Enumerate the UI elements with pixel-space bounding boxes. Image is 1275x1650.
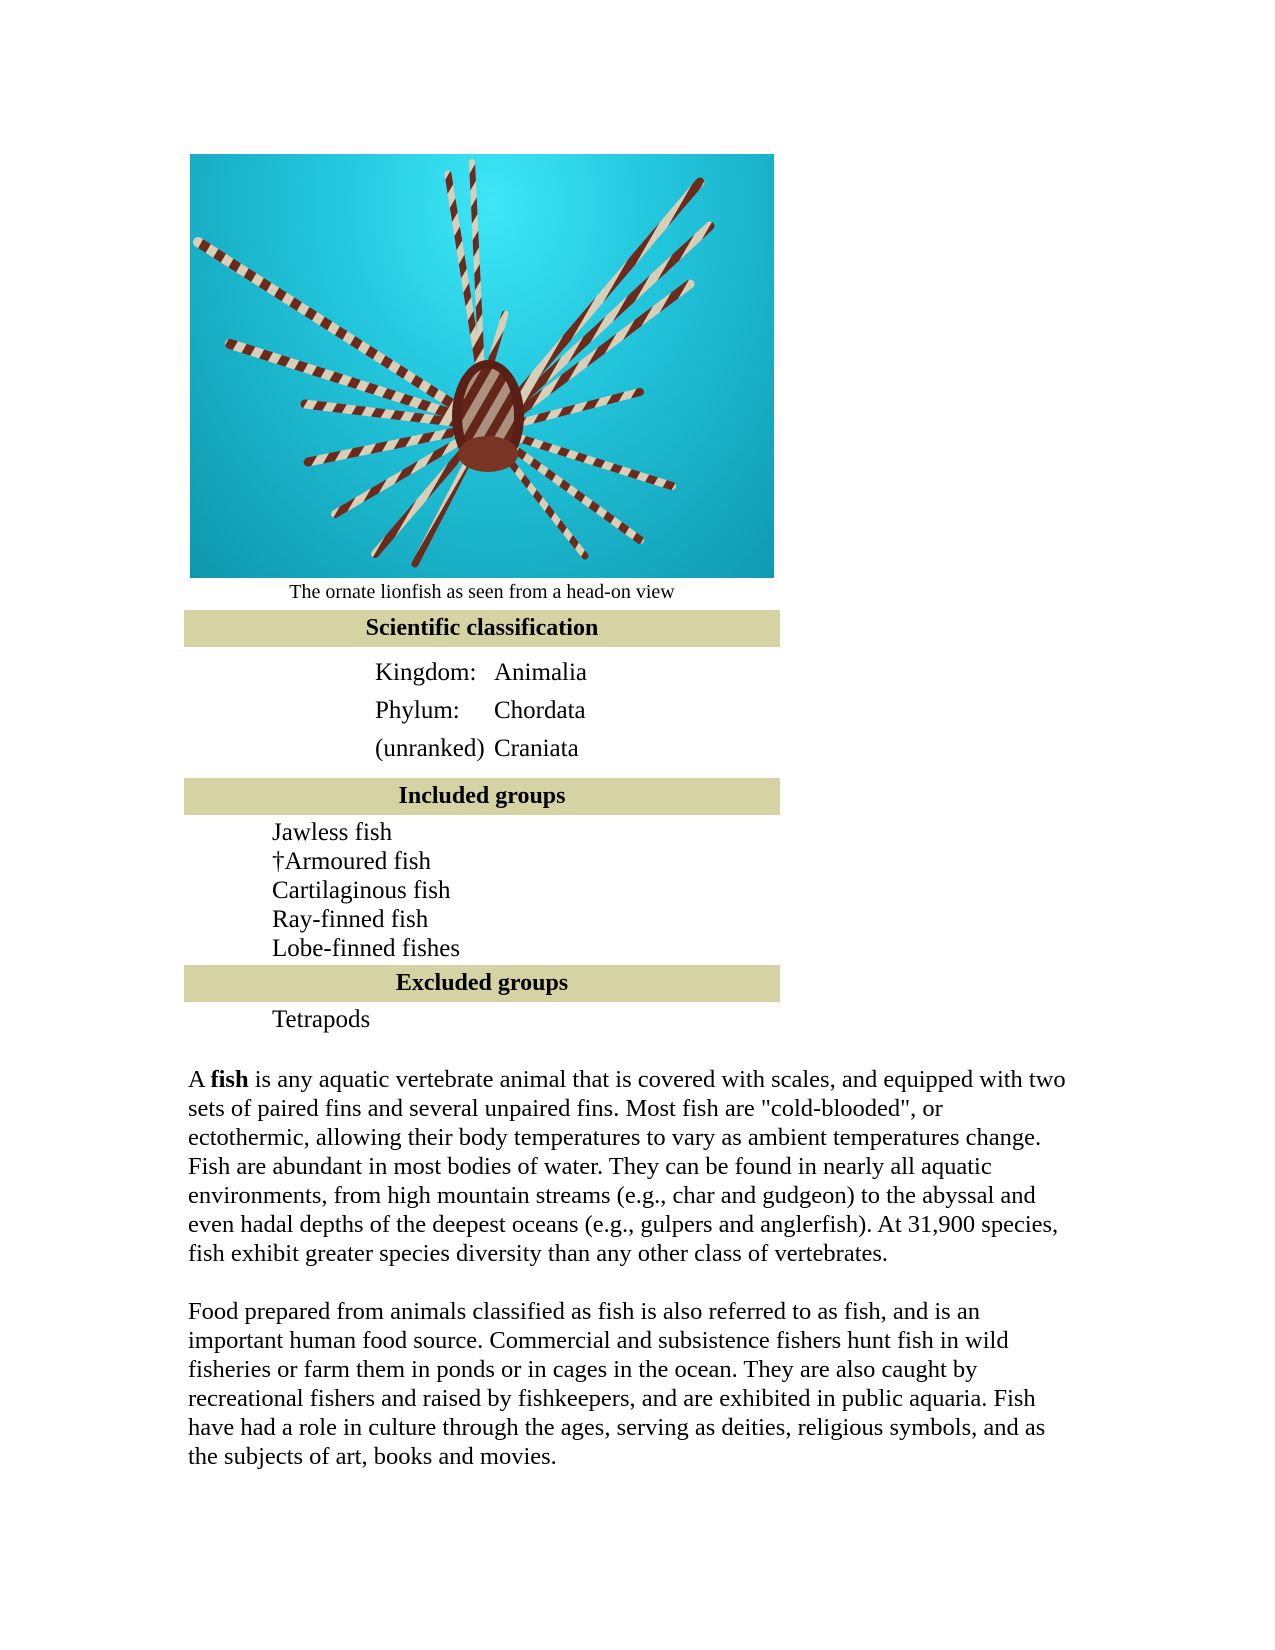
rank-value: Animalia <box>494 659 588 686</box>
rank-value: Craniata <box>494 735 579 762</box>
list-item: Lobe-finned fishes <box>272 935 461 962</box>
article-paragraph-1 <box>188 1065 1108 1268</box>
paragraph-line: have had a role in culture through the ages, serving as deities, religious symbols, and as <box>188 1414 1046 1441</box>
classification-row-kingdom <box>375 654 587 692</box>
rank-label: (unranked) <box>375 735 485 762</box>
included-groups-list <box>272 818 460 963</box>
image-caption: The ornate lionfish as seen from a head-on view <box>289 581 675 603</box>
paragraph-line: environments, from high mountain streams (e.g., char and gudgeon) to the abyssal and <box>188 1182 1036 1209</box>
paragraph-line: Fish are abundant in most bodies of water. They can be found in nearly all aquatic <box>188 1153 992 1180</box>
paragraph-line: fish exhibit greater species diversity than any other class of vertebrates. <box>188 1240 889 1267</box>
paragraph-line: ectothermic, allowing their body temperatures to vary as ambient temperatures change. <box>188 1124 1042 1151</box>
included-groups-heading: Included groups <box>184 778 780 815</box>
paragraph-line: the subjects of art, books and movies. <box>188 1443 557 1470</box>
list-item: Jawless fish <box>272 819 393 846</box>
classification-heading: Scientific classification <box>184 610 780 647</box>
list-item: Ray-finned fish <box>272 906 429 933</box>
classification-row-phylum <box>375 692 587 730</box>
text-rest: is any aquatic vertebrate animal that is covered with scales, and equipped with two <box>248 1066 1066 1093</box>
fin-rays <box>198 162 710 564</box>
rank-label: Phylum: <box>375 697 460 724</box>
paragraph-line <box>188 1065 1108 1094</box>
text-prefix: A <box>188 1066 211 1093</box>
paragraph-line: even hadal depths of the deepest oceans (e.g., gulpers and anglerfish). At 31,900 species, <box>188 1211 1059 1238</box>
paragraph-line: Food prepared from animals classified as fish is also referred to as fish, and is an <box>188 1298 980 1325</box>
paragraph-line: recreational fishers and raised by fishkeepers, and are exhibited in public aquaria. Fish <box>188 1385 1036 1412</box>
list-item: †Armoured fish <box>272 848 431 875</box>
classification-row-unranked <box>375 730 587 768</box>
list-item: Tetrapods <box>272 1006 371 1033</box>
lionfish-body <box>452 360 524 472</box>
excluded-groups-heading: Excluded groups <box>184 965 780 1002</box>
bold-term: fish <box>210 1066 249 1093</box>
paragraph-line: important human food source. Commercial and subsistence fishers hunt fish in wild <box>188 1327 1009 1354</box>
lionfish-illustration <box>190 154 774 578</box>
list-item: Cartilaginous fish <box>272 877 451 904</box>
classification-table <box>375 654 587 768</box>
paragraph-line: sets of paired fins and several unpaired fins. Most fish are "cold-blooded", or <box>188 1095 943 1122</box>
paragraph-line: fisheries or farm them in ponds or in cages in the ocean. They are also caught by <box>188 1356 978 1383</box>
lionfish-photo <box>190 154 774 578</box>
rank-label: Kingdom: <box>375 659 477 686</box>
article-paragraph-2 <box>188 1297 1108 1471</box>
excluded-groups-list <box>272 1005 370 1034</box>
rank-value: Chordata <box>494 697 586 724</box>
